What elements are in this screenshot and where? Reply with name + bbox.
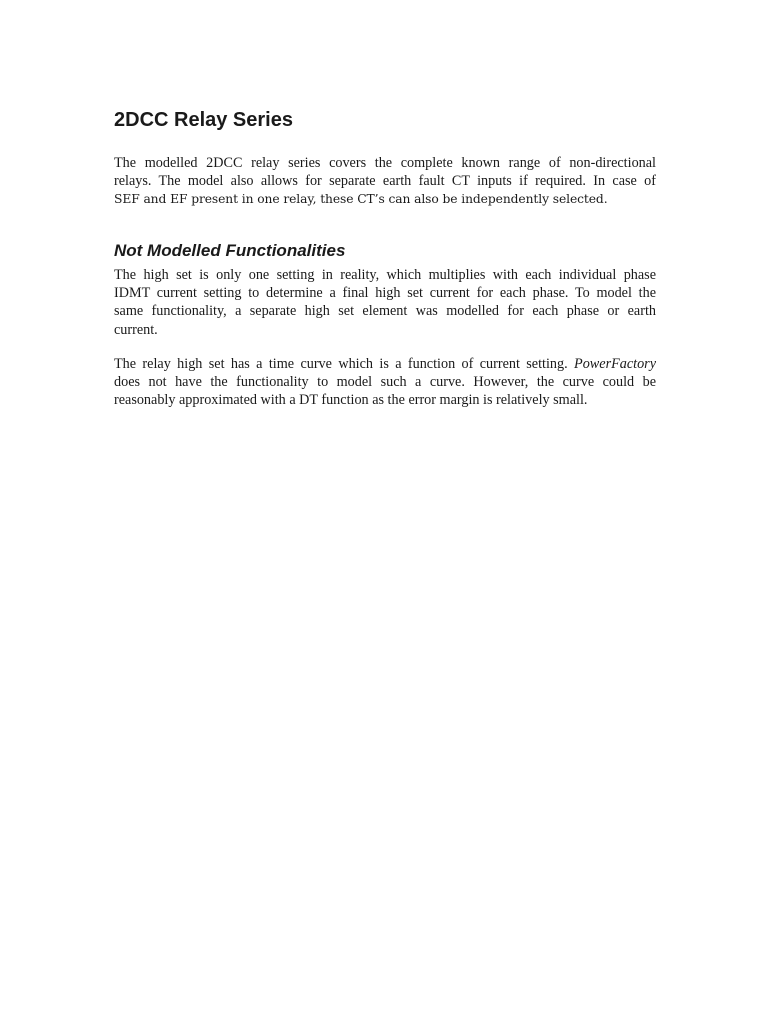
time-curve-paragraph: [114, 355, 656, 410]
high-set-paragraph: [114, 266, 656, 339]
time-curve-line-3: reasonably approximated with a DT function as the error margin is relatively small.: [114, 392, 588, 409]
time-curve-line-2: does not have the functionality to model such a curve. However, the curve could be: [114, 374, 656, 391]
section-title: 2DCC Relay Series: [114, 109, 293, 131]
intro-line-3: SEF and EF present in one relay, these CT’s can also be independently selected.: [114, 192, 608, 207]
intro-line-2: relays. The model also allows for separate earth fault CT inputs if required. In case of: [114, 173, 656, 190]
powerfactory-product-name: PowerFactory: [574, 356, 656, 372]
time-curve-line-1-text: The relay high set has a time curve which is a function of current setting.: [114, 356, 568, 372]
high-set-line-4: current.: [114, 321, 158, 338]
high-set-line-3: same functionality, a separate high set element was modelled for each phase or earth: [114, 303, 656, 320]
intro-paragraph: [114, 154, 656, 209]
time-curve-line-1: [114, 355, 656, 373]
intro-line-1: The modelled 2DCC relay series covers the complete known range of non-directional: [114, 155, 656, 171]
high-set-line-2: IDMT current setting to determine a final high set current for each phase. To model the: [114, 285, 656, 302]
high-set-line-1: The high set is only one setting in reality, which multiplies with each individual phase: [114, 267, 656, 283]
subsection-title: Not Modelled Functionalities: [114, 241, 346, 260]
